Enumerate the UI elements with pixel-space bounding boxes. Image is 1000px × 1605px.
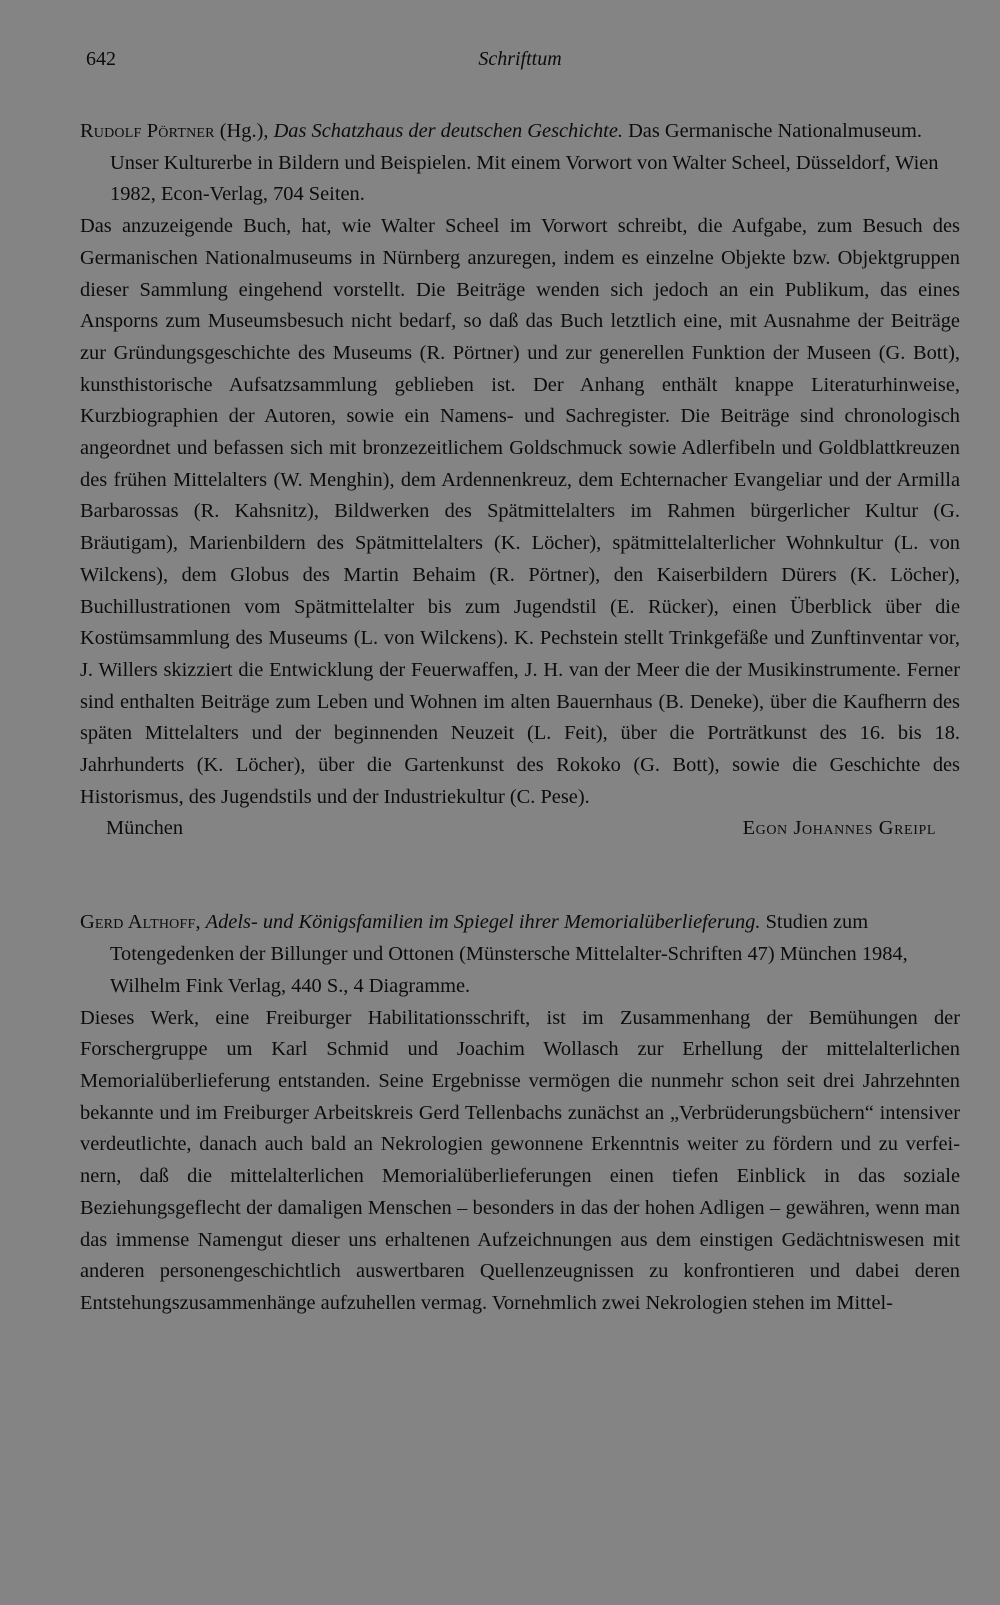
reviewer-name: Egon Johannes Greipl	[742, 817, 936, 840]
author-suffix: ,	[195, 911, 206, 934]
book-title: Das Schatzhaus der deutschen Geschichte.	[273, 120, 623, 142]
review-citation	[80, 116, 960, 211]
running-head	[80, 40, 960, 76]
review-signature	[80, 813, 960, 845]
page-number: 642	[86, 48, 116, 70]
review-author: Gerd Althoff	[80, 911, 196, 934]
book-page	[80, 40, 960, 1320]
review-author: Rudolf Pörtner	[80, 120, 215, 142]
book-title: Adels- und Königsfamilien im Spiegel ihrer Memorialüberlieferung.	[205, 911, 761, 934]
review-body: Dieses Werk, eine Freiburger Habilitationsschrift, ist im Zusammenhang der Bemühungen der Forschergruppe um Karl Schmid und Joachim Wollasch zur Erhellung der mittelalterlichen Memorialüberlieferung entstanden. Seine Ergebnisse vermögen die nunmehr schon seit drei Jahrzehnten bekannte und im Freiburger Arbeitskreis Gerd Tellenbachs zunächst an „Verbrüderungsbüchern“ intensiver verdeutlichte, danach auch bald an Nekrologien gewonnene Erkenntnis weiter zu fördern und zu verfeinern, daß die mittelalterlichen Memorialüberlieferungen einen tiefen Einblick in das soziale Beziehungsgeflecht der damaligen Menschen – besonders in das der hohen Adligen – gewähren, wenn man das immense Namengut dieser uns erhaltenen Aufzeichnungen aus dem einstigen Gedächtniswesen mit anderen personengeschichtlich auswertbaren Quellenzeugnissen zu konfrontieren und dabei deren Entstehungszusammenhänge aufzuhellen vermag. Vornehmlich zwei Nekrologien stehen im Mittel-	[80, 1006, 960, 1314]
running-title: Schrifttum	[478, 48, 562, 70]
citation-details: Das Germanische Nationalmuseum. Unser Kulturerbe in Bildern und Beispielen. Mit einem Vorwort von Walter Scheel, Düsseldorf, Wien 1982, Econ-Verlag, 704 Seiten.	[110, 120, 939, 206]
review-portner	[80, 116, 960, 845]
review-althoff	[80, 907, 960, 1319]
review-body: Das anzuzeigende Buch, hat, wie Walter Scheel im Vorwort schreibt, die Aufgabe, zum Besuch des Germanischen Nationalmuseums in Nürnberg anzuregen, indem es einzelne Objekte bzw. Objektgruppen dieser Sammlung eingehend vorstellt. Die Beiträge wenden sich jedoch an ein Publikum, das eines Ansporns zum Museumsbesuch nicht bedarf, so daß das Buch letztlich eine, mit Ausnahme der Beiträge zur Gründungsgeschichte des Museums (R. Pörtner) und zur generellen Funktion der Museen (G. Bott), kunsthistorische Aufsatzsammlung geblieben ist. Der Anhang enthält knappe Literaturhinweise, Kurzbiographien der Autoren, sowie ein Namens- und Sachregister. Die Beiträge sind chronologisch angeordnet und befassen sich mit bronzezeitlichem Goldschmuck sowie Adlerfibeln und Goldblattkreuzen des frühen Mittelalters (W. Menghin), dem Ardennenkreuz, dem Echternacher Evangeliar und der Armilla Barbarossas (R. Kahsnitz), Bildwerken des Spätmittelalters im Rahmen bürgerlicher Kultur (G. Bräutigam), Marienbildern des Spätmittelalters (K. Löcher), spätmittelalterlicher Wohnkultur (L. von Wilckens), dem Globus des Martin Behaim (R. Pörtner), den Kaiserbildern Dürers (K. Löcher), Buchillustrationen vom Spätmittelalter bis zum Jugendstil (E. Rücker), einen Überblick über die Kostümsammlung des Museums (L. von Wilckens). K. Pechstein stellt Trinkgefäße und Zunftinventar vor, J. Willers skizziert die Entwicklung der Feuerwaffen, J. H. van der Meer die der Musikinstrumente. Ferner sind enthalten Beiträge zum Leben und Wohnen im alten Bauernhaus (B. Deneke), über die Kaufherrn des späten Mittelalters und der beginnenden Neuzeit (L. Feit), über die Porträtkunst des 16. bis 18. Jahrhunderts (K. Löcher), über die Gartenkunst des Rokoko (G. Bott), sowie die Geschichte des Historismus, des Jugendstils und der Industriekultur (C. Pese).	[80, 215, 960, 808]
signature-place: München	[106, 817, 184, 840]
author-suffix: (Hg.),	[214, 120, 274, 142]
citation-details: Studien zum Totengedenken der Billunger und Ottonen (Münstersche Mittelalter-Schriften 47) München 1984, Wilhelm Fink Verlag, 440 S., 4 Diagramme.	[110, 911, 908, 997]
review-citation	[80, 907, 960, 1002]
